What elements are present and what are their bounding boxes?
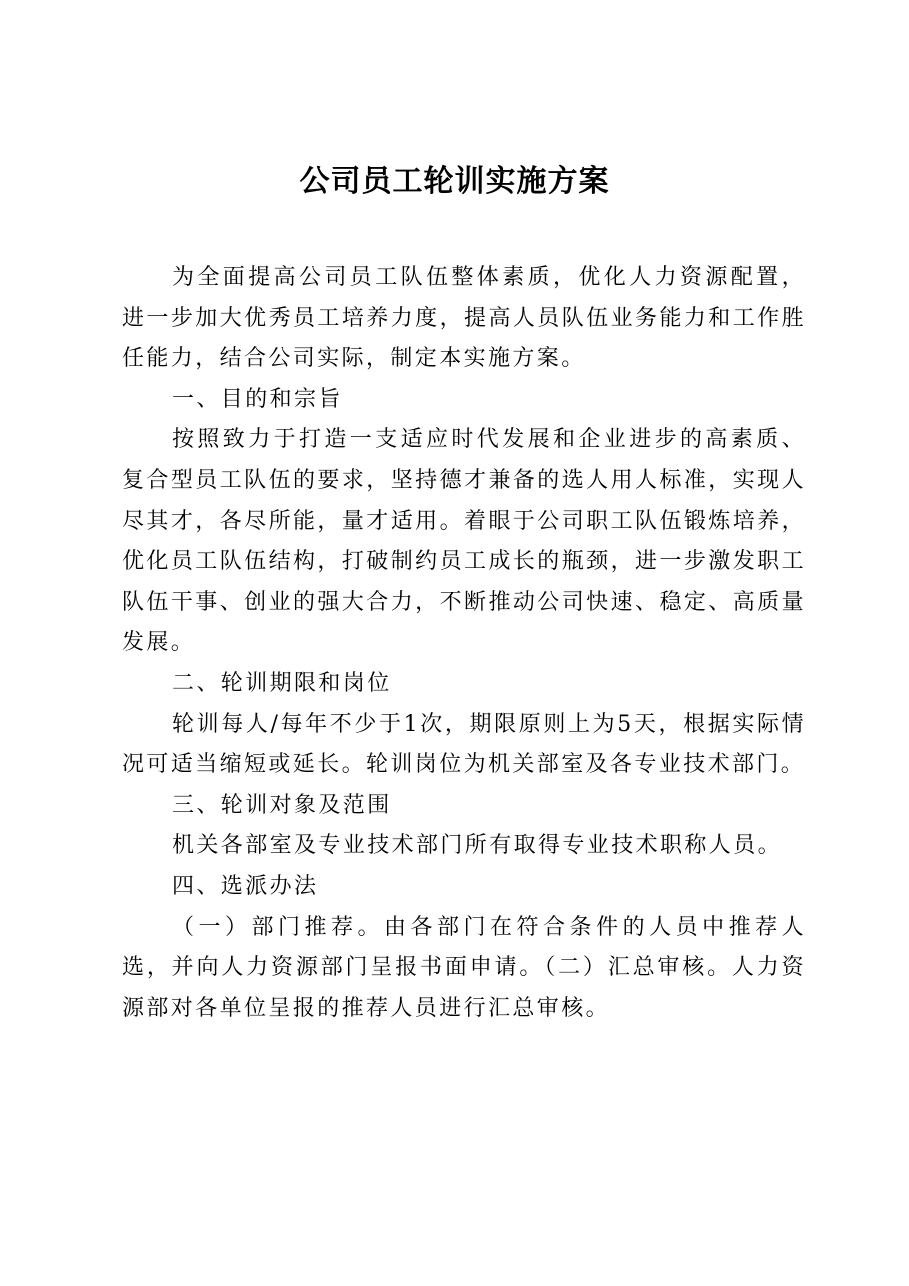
- section-heading-period: 二、轮训期限和岗位: [172, 670, 392, 696]
- purpose-paragraph: 按照致力于打造一支适应时代发展和企业进步的高素质、复合型员工队伍的要求，坚持德才兼备的选人用人标准，实现人尽其才，各尽所能，量才适用。着眼于公司职工队伍锻炼培养，优化员工队伍结构，打破制约员工成长的瓶颈，进一步激发职工队伍干事、创业的强大合力，不断推动公司快速、稳定、高质量发展。: [122, 427, 806, 656]
- section-heading-selection: 四、选派办法: [172, 873, 319, 899]
- period-paragraph: 轮训每人/每年不少于1次，期限原则上为5天，根据实际情况可适当缩短或延长。轮训岗位为机关部室及各专业技术部门。: [122, 711, 806, 778]
- document-body: [122, 258, 806, 1029]
- document-title: 公司员工轮训实施方案: [299, 164, 610, 199]
- scope-paragraph: 机关各部室及专业技术部门所有取得专业技术职称人员。: [172, 833, 783, 859]
- selection-paragraph: （一）部门推荐。由各部门在符合条件的人员中推荐人选，并向人力资源部门呈报书面申请。（二）汇总审核。人力资源部对各单位呈报的推荐人员进行汇总审核。: [122, 914, 806, 1021]
- intro-paragraph: 为全面提高公司员工队伍整体素质，优化人力资源配置，进一步加大优秀员工培养力度，提高人员队伍业务能力和工作胜任能力，结合公司实际，制定本实施方案。: [122, 265, 806, 372]
- section-heading-scope: 三、轮训对象及范围: [172, 792, 392, 818]
- section-heading-purpose: 一、目的和宗旨: [172, 386, 343, 412]
